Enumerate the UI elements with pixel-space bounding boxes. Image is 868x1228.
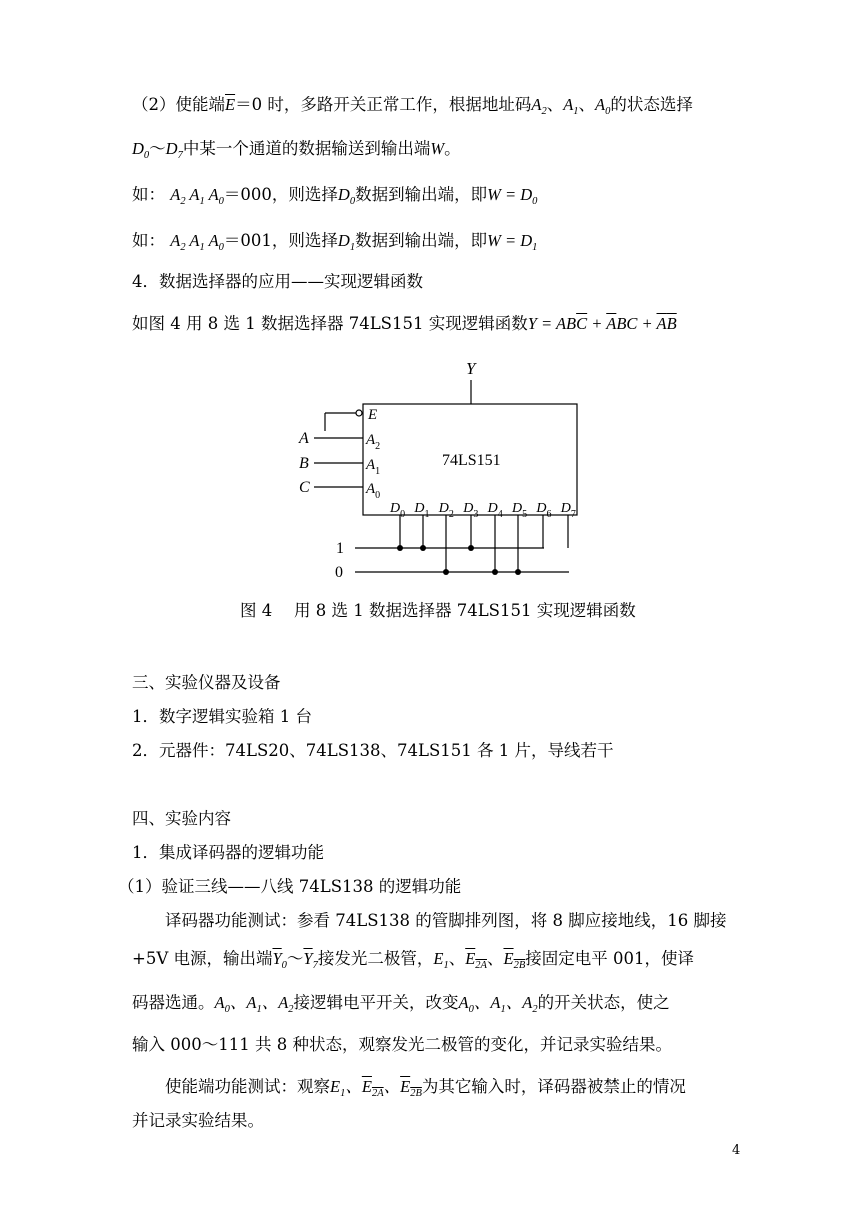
chip-label: 74LS151 (442, 452, 501, 469)
text-run: E (465, 949, 476, 968)
text-run: 1 (443, 960, 449, 971)
a2-sub: 2 (541, 106, 547, 117)
a0-sub: 0 (605, 106, 611, 117)
text-run: （2）使能端 (132, 95, 225, 114)
text-run: $\overline{Y}$ (303, 949, 313, 968)
text-run: 的状态选择 (610, 95, 693, 114)
text-run: 0 (532, 196, 538, 207)
junction-dot-d4 (492, 569, 498, 575)
section-4-sub-1-1: （1）验证三线——八线 74LS138 的逻辑功能 (118, 877, 462, 896)
section-3-item-2: 2．元器件：74LS20、74LS138、74LS151 各 1 片，导线若干 (132, 741, 614, 760)
data-pin-label-d6: $D_6$ (536, 501, 552, 520)
section-3-title: 三、实验仪器及设备 (132, 673, 281, 692)
data-pin-wires (397, 515, 568, 575)
example-2 (132, 230, 537, 259)
text-run: ＝0 时，多路开关正常工作，根据地址码 (235, 95, 532, 114)
enable-inversion-bubble (356, 410, 362, 416)
a0-var: A (595, 95, 606, 114)
figure-intro (132, 313, 677, 335)
d0-sub: 0 (143, 150, 150, 161)
data-pin-label-d0: $D_0$ (390, 501, 406, 520)
text-run: = AB (536, 314, 577, 333)
text-run: $\overline{B}$ (666, 314, 677, 333)
junction-dot-d0 (397, 545, 403, 551)
input-c-name: C (299, 479, 310, 496)
data-pin-label-d4: $D_4$ (487, 501, 503, 520)
text-run: ＝000，则选择 (223, 185, 338, 204)
text-run: W = D (487, 231, 533, 250)
text-run: 1 (532, 242, 538, 253)
text-run: D (337, 231, 350, 250)
decoder-test-line-4: 输入 000～111 共 8 种状态，观察发光二极管的变化，并记录实验结果。 (132, 1035, 672, 1054)
enable-paragraph-line-2 (132, 138, 461, 167)
text-run: 码器选通。 (132, 993, 215, 1012)
text-run: 0 (349, 196, 356, 207)
enable-test-line-1 (165, 1076, 686, 1105)
text-run: + (587, 314, 607, 333)
rail-high-label: 1 (336, 540, 344, 557)
text-run: $\overline{A}$ (656, 314, 667, 333)
data-pin-label-d7: $D_7$ (560, 501, 576, 520)
example-1 (132, 184, 537, 213)
enable-paragraph-line-1 (132, 94, 693, 123)
inline-address-vars: $A_0$、$A_1$、$A_2$ (214, 993, 294, 1015)
text-run: 2B (513, 960, 526, 971)
example-1-address-vars: $A_2$ $A_1$ $A_0$ (170, 185, 224, 207)
text-run: 、 (486, 949, 504, 968)
junction-dot-d2 (443, 569, 449, 575)
input-b-pin: $A_1$ (366, 457, 381, 477)
section-3-item-1: 1．数字逻辑实验箱 1 台 (132, 707, 312, 726)
decoder-test-line-2 (132, 948, 694, 977)
text-run: E (503, 949, 514, 968)
a1-sub: 1 (573, 106, 579, 117)
junction-dot-d5 (515, 569, 521, 575)
text-run: $\overline{C}$ (576, 314, 588, 333)
data-pin-label-d1: $D_1$ (414, 501, 430, 520)
text-run: 中某一个通道的数据输送到输出端 (182, 139, 431, 158)
text-run: 数据到输出端，即 (355, 185, 488, 204)
text-run: 为其它输入时，译码器被禁止的情况 (421, 1077, 686, 1096)
output-y-label: Y (466, 359, 476, 378)
text-run: ～ (149, 139, 166, 158)
text-run: 接逻辑电平开关，改变 (293, 993, 459, 1012)
data-pin-label-d2: $D_2$ (438, 501, 454, 520)
text-run: Y (527, 314, 537, 333)
text-run: 、 (578, 95, 596, 114)
data-pin-label-d5: $D_5$ (512, 501, 528, 520)
text-run: 使能端功能测试：观察 (165, 1077, 330, 1096)
figure-caption: 图 4 用 8 选 1 数据选择器 74LS151 实现逻辑函数 (240, 601, 636, 620)
a1-var: A (563, 95, 574, 114)
rail-low-label: 0 (335, 564, 343, 581)
input-a-pin: $A_2$ (366, 432, 381, 452)
text-run: BC + (616, 314, 657, 333)
text-run: 、 (448, 949, 466, 968)
text-run: 的开关状态，使之 (537, 993, 670, 1012)
enable-pin-label: E (368, 407, 378, 423)
d7-var: D (165, 139, 178, 158)
text-run: ～ (286, 949, 304, 968)
section-4-sub-1: 1．集成译码器的逻辑功能 (132, 843, 324, 862)
decoder-test-line-1: 译码器功能测试：参看 74LS138 的管脚排列图，将 8 脚应接地线，16 脚接 (165, 911, 727, 930)
input-b (299, 455, 380, 477)
text-run: 7 (312, 960, 318, 971)
text-run: 数据到输出端，即 (355, 231, 488, 250)
text-run: 1 (349, 242, 356, 253)
d0-var: D (132, 139, 144, 158)
text-run: ＝001，则选择 (223, 231, 338, 250)
text-run: 0 (281, 960, 287, 971)
page-number: 4 (732, 1143, 741, 1158)
text-run: $\overline{A}$ (606, 314, 617, 333)
mux-circuit-diagram (0, 355, 868, 595)
section-4-heading: 四、实验内容 (132, 809, 231, 828)
a2-var: A (531, 95, 542, 114)
section-4-title: 4．数据选择器的应用——实现逻辑函数 (132, 272, 423, 291)
text-run: 如图 4 用 8 选 1 数据选择器 74LS151 实现逻辑函数 (132, 314, 528, 333)
input-a (298, 430, 380, 452)
w-var: W (430, 139, 445, 158)
input-c (299, 479, 380, 501)
text-run: 如： (132, 185, 165, 204)
text-run: E (433, 949, 444, 968)
text-run: 。 (444, 139, 461, 158)
text-run: 接发光二极管， (317, 949, 434, 968)
data-pin-label-d3: $D_3$ (463, 501, 479, 520)
text-run: D (337, 185, 350, 204)
decoder-test-line-3 (132, 992, 670, 1021)
enable-test-line-2: 并记录实验结果。 (132, 1111, 264, 1130)
e-overbar-var: $\overline{E}$ (225, 95, 236, 114)
junction-dot-d3 (468, 545, 474, 551)
text-run: 接固定电平 001，使译 (525, 949, 694, 968)
example-2-address-vars: $A_2$ $A_1$ $A_0$ (170, 231, 224, 253)
input-c-pin: $A_0$ (366, 481, 381, 501)
inline-address-vars-2: $A_0$、$A_1$、$A_2$ (458, 993, 538, 1015)
text-run: W = D (487, 185, 533, 204)
data-pin-labels (389, 501, 576, 520)
text-run: 如： (132, 231, 165, 250)
input-b-name: B (299, 455, 309, 472)
junction-dot-d1 (420, 545, 426, 551)
text-run: 2A (475, 960, 487, 971)
text-run: $\overline{Y}$ (272, 949, 282, 968)
text-run: +5V 电源，输出端 (132, 949, 273, 968)
d7-sub: 7 (177, 150, 183, 161)
input-a-name: A (299, 430, 309, 447)
enable-vars: $E_1$、$E_{2A}$、$E_{2B}$ (330, 1077, 422, 1099)
text-run: 、 (546, 95, 564, 114)
